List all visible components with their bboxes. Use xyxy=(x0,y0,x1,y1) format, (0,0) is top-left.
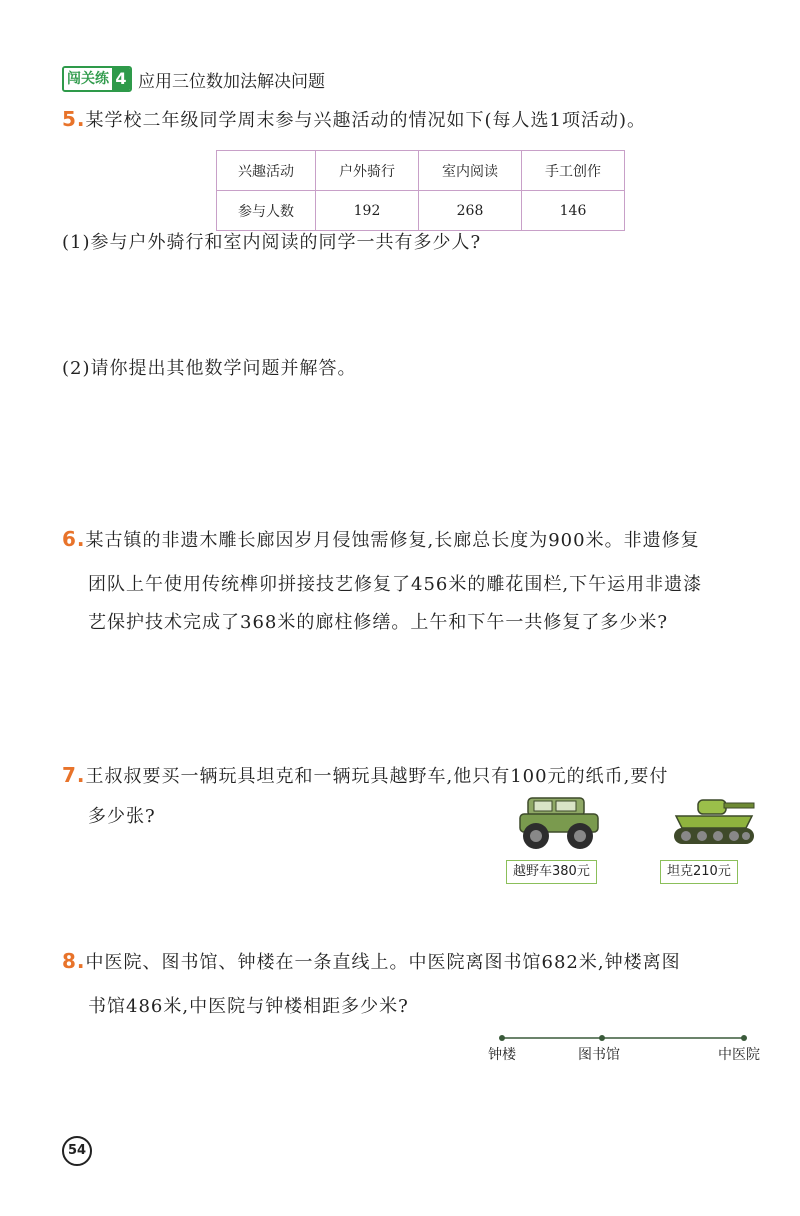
hospital-point xyxy=(741,1035,747,1041)
question-5 xyxy=(62,106,646,134)
level-badge xyxy=(62,66,132,92)
badge-number: 4 xyxy=(112,68,130,90)
hospital-label: 中医院 xyxy=(718,1047,760,1063)
distance-line-diagram xyxy=(496,1030,756,1050)
table-cell: 268 xyxy=(419,191,522,231)
page-number: 54 xyxy=(62,1136,92,1166)
table-row-label: 参与人数 xyxy=(217,191,316,231)
question-line: 书馆486米,中医院与钟楼相距多少米? xyxy=(88,996,409,1017)
library-label: 图书馆 xyxy=(578,1047,620,1063)
question-text: 某古镇的非遗木雕长廊因岁月侵蚀需修复,长廊总长度为900米。非遗修复 xyxy=(85,530,700,551)
question-text: 中医院、图书馆、钟楼在一条直线上。中医院离图书馆682米,钟楼离图 xyxy=(85,952,681,973)
table-header-cell: 手工创作 xyxy=(522,151,625,191)
question-line: 团队上午使用传统榫卯拼接技艺修复了456米的雕花围栏,下午运用非遗漆 xyxy=(88,574,703,595)
bell-tower-label: 钟楼 xyxy=(488,1047,516,1063)
table-cell: 146 xyxy=(522,191,625,231)
offroad-car-price-tag: 越野车380元 xyxy=(506,860,597,884)
question-number: 7. xyxy=(62,763,86,787)
question-7 xyxy=(62,762,668,790)
question-8 xyxy=(62,948,681,976)
table-header-cell: 户外骑行 xyxy=(316,151,419,191)
table-header-cell: 室内阅读 xyxy=(419,151,522,191)
table-header-cell: 兴趣活动 xyxy=(217,151,316,191)
section-header xyxy=(62,66,325,92)
question-line xyxy=(62,526,700,554)
question-number: 5. xyxy=(62,107,86,131)
library-point xyxy=(599,1035,605,1041)
question-6 xyxy=(62,526,700,554)
offroad-car-icon xyxy=(514,792,606,854)
badge-text: 闯关练 xyxy=(64,68,112,90)
question-5-part-2: (2)请你提出其他数学问题并解答。 xyxy=(62,358,357,379)
question-text: 某学校二年级同学周末参与兴趣活动的情况如下(每人选1项活动)。 xyxy=(85,110,647,131)
question-line: 多少张? xyxy=(88,806,156,827)
question-number: 8. xyxy=(62,949,86,973)
bell-tower-point xyxy=(499,1035,505,1041)
question-number: 6. xyxy=(62,527,86,551)
table-header-row xyxy=(217,151,625,191)
table-row xyxy=(217,191,625,231)
tank-icon xyxy=(668,792,760,852)
section-title: 应用三位数加法解决问题 xyxy=(138,71,325,92)
tank-price-tag: 坦克210元 xyxy=(660,860,738,884)
question-line: 艺保护技术完成了368米的廊柱修缮。上午和下午一共修复了多少米? xyxy=(88,612,669,633)
table-cell: 192 xyxy=(316,191,419,231)
question-5-part-1: (1)参与户外骑行和室内阅读的同学一共有多少人? xyxy=(62,232,482,253)
question-text: 王叔叔要买一辆玩具坦克和一辆玩具越野车,他只有100元的纸币,要付 xyxy=(85,766,669,787)
activity-table xyxy=(216,150,625,231)
